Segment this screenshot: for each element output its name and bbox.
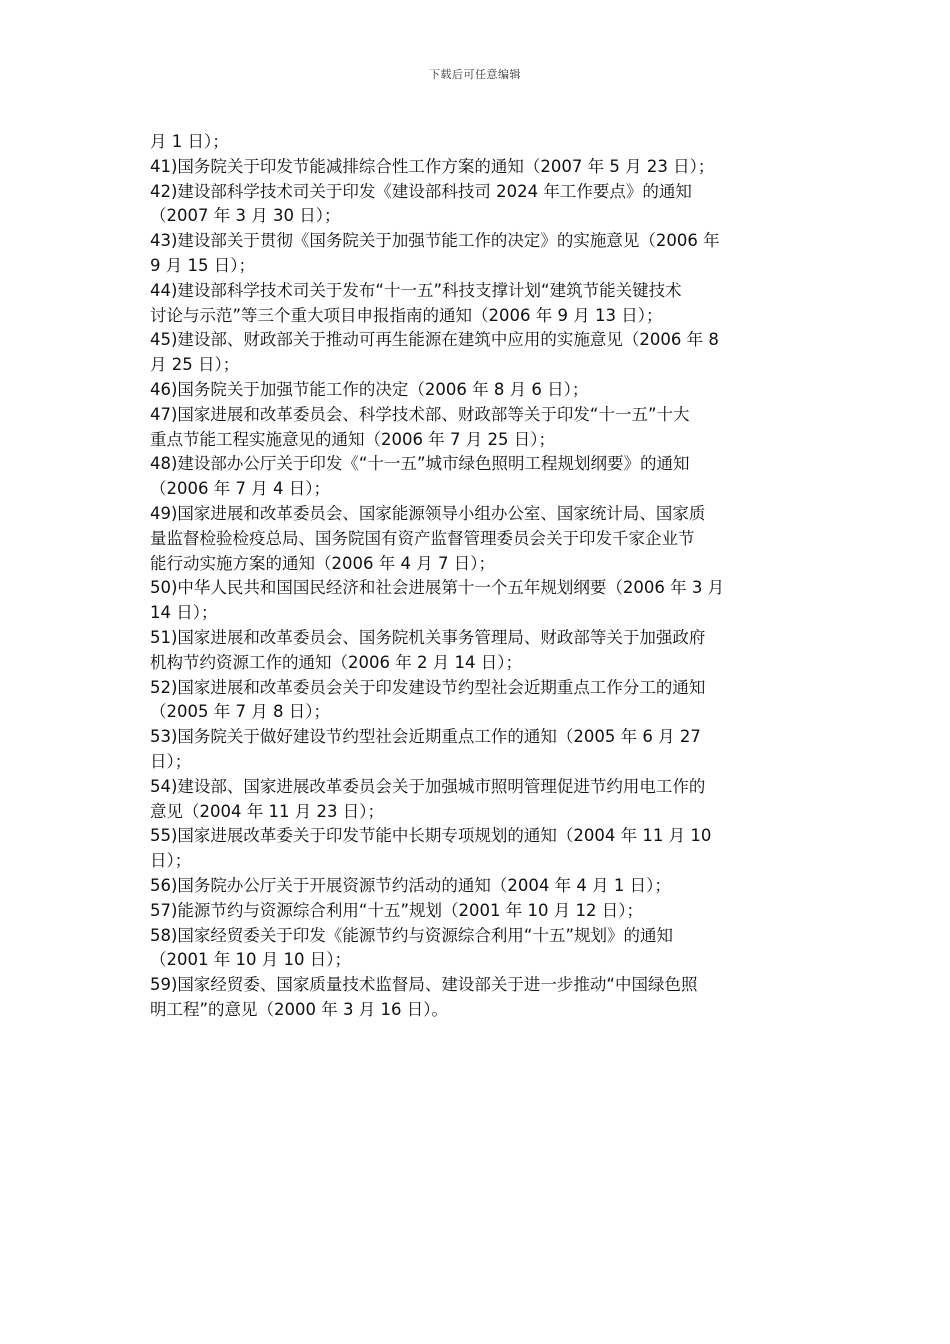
text-line: 14 日）；	[150, 603, 218, 623]
text-line: （2005 年 7 月 8 日）；	[150, 702, 330, 722]
text-line: 53)国务院关于做好建设节约型社会近期重点工作的通知（2005 年 6 月 27	[150, 727, 701, 747]
text-line: （2006 年 7 月 4 日）；	[150, 479, 330, 499]
text-line: 9 月 15 日）；	[150, 255, 255, 275]
page-header: 下载后可任意编辑	[429, 68, 521, 81]
text-line: 日）；	[150, 751, 192, 771]
text-line: 日）；	[150, 851, 192, 871]
text-line: 54)建设部、国家进展改革委员会关于加强城市照明管理促进节约用电工作的	[150, 776, 706, 796]
text-line: 讨论与示范”等三个重大项目申报指南的通知（2006 年 9 月 13 日）；	[150, 305, 663, 325]
text-line: 57)能源节约与资源综合利用“十五”规划（2001 年 10 月 12 日）；	[150, 900, 643, 920]
text-line: 量监督检验检疫总局、国务院国有资产监督管理委员会关于印发千家企业节	[150, 528, 695, 548]
text-line: 43)建设部关于贯彻《国务院关于加强节能工作的决定》的实施意见（2006 年	[150, 231, 720, 251]
text-line: 机构节约资源工作的通知（2006 年 2 月 14 日）；	[150, 652, 522, 672]
text-line: （2007 年 3 月 30 日）；	[150, 206, 341, 226]
text-line: 能行动实施方案的通知（2006 年 4 月 7 日）；	[150, 553, 495, 573]
text-line: 45)建设部、财政部关于推动可再生能源在建筑中应用的实施意见（2006 年 8	[150, 330, 719, 350]
text-line: 月 1 日）；	[150, 132, 229, 151]
text-line: 42)建设部科学技术司关于印发《建设部科技司 2024 年工作要点》的通知	[150, 181, 692, 201]
document-body	[150, 130, 805, 1023]
text-line: 44)建设部科学技术司关于发布“十一五”科技支撑计划“建筑节能关键技术	[150, 280, 682, 300]
text-line: 41)国务院关于印发节能减排综合性工作方案的通知（2007 年 5 月 23 日）；	[150, 156, 715, 176]
text-line: 59)国家经贸委、国家质量技术监督局、建设部关于进一步推动“中国绿色照	[150, 975, 698, 995]
text-line: 56)国务院办公厅关于开展资源节约活动的通知（2004 年 4 月 1 日）；	[150, 875, 671, 895]
text-line: 51)国家进展和改革委员会、国务院机关事务管理局、财政部等关于加强政府	[150, 627, 706, 647]
text-line: 58)国家经贸委关于印发《能源节约与资源综合利用“十五”规划》的通知	[150, 925, 674, 945]
text-line: 52)国家进展和改革委员会关于印发建设节约型社会近期重点工作分工的通知	[150, 677, 706, 697]
text-line: 明工程”的意见（2000 年 3 月 16 日）。	[150, 999, 449, 1019]
text-line: 月 25 日）；	[150, 355, 240, 375]
text-line: 50)中华人民共和国国民经济和社会进展第十一个五年规划纲要（2006 年 3 月	[150, 578, 725, 598]
text-line: 49)国家进展和改革委员会、国家能源领导小组办公室、国家统计局、国家质	[150, 503, 706, 523]
text-line: 48)建设部办公厅关于印发《“十一五”城市绿色照明工程规划纲要》的通知	[150, 454, 690, 474]
text-line: 47)国家进展和改革委员会、科学技术部、财政部等关于印发“十一五”十大	[150, 404, 690, 424]
text-line: 55)国家进展改革委关于印发节能中长期专项规划的通知（2004 年 11 月 10	[150, 826, 712, 846]
text-line: （2001 年 10 月 10 日）；	[150, 950, 351, 970]
text-line: 46)国务院关于加强节能工作的决定（2006 年 8 月 6 日）；	[150, 379, 589, 399]
text-line: 意见（2004 年 11 月 23 日）；	[150, 801, 384, 821]
text-line: 重点节能工程实施意见的通知（2006 年 7 月 25 日）；	[150, 429, 555, 449]
